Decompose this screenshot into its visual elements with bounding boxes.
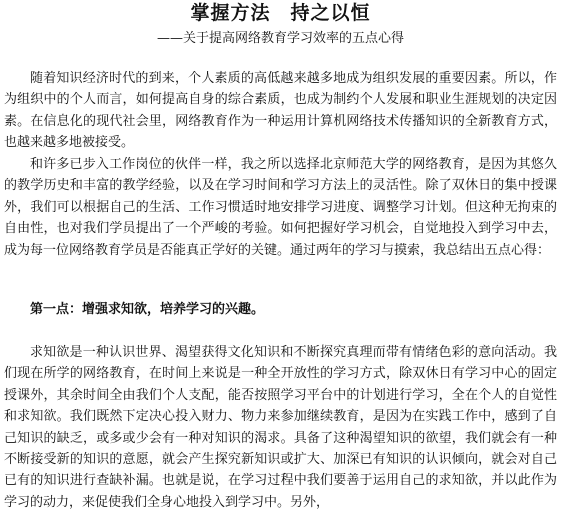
paragraph-1-block <box>4 68 557 154</box>
paragraph-2: 和许多已步入工作岗位的伙伴一样，我之所以选择北京师范大学的网络教育，是因为其悠久的教学历史和丰富的教学经验，以及在学习时间和学习方法上的灵活性。除了双休日的集中授课外，我们可以根据自己的生活、工作习惯适时地安排学习进度、调整学习计划。但这种无拘束的自由性，也对我们学员提出了一个严峻的考验。如何把握好学习机会，自觉地投入到学习中去，成为每一位网络教育学员是否能真正学好的关键。通过两年的学习与摸索，我总结出五点心得： <box>4 157 557 258</box>
document-subtitle: ——关于提高网络教育学习效率的五点心得 <box>156 31 404 46</box>
paragraph-1: 随着知识经济时代的到来，个人素质的高低越来越多地成为组织发展的重要因素。所以，作为组织中的个人而言，如何提高自身的综合素质，也成为制约个人发展和职业生涯规划的决定因素。在信息化的现代社会里，网络教育作为一种运用计算机网络技术传播知识的全新教育方式，也越来越多地被接受。 <box>4 71 557 151</box>
paragraph-2-block <box>4 154 557 261</box>
document-title: 掌握方法 持之以恒 <box>190 2 371 24</box>
paragraph-3: 求知欲是一种认识世界、渴望获得文化知识和不断探究真理而带有情绪色彩的意向活动。我们现在所学的网络教育，在时间上来说是一种全开放性的学习方式，除双休日有学习中心的固定授课外，其余时间全由我们个人支配，能否按照学习平台中的计划进行学习，全在个人的自觉性和求知欲。我们既然下定决心投入财力、物力来参加继续教育，是因为在实践工作中，感到了自己知识的缺乏，或多或少会有一种对知识的渴求。具备了这种渴望知识的欲望，我们就会有一种不断接受新的知识的意愿，就会产生探究新知识或扩大、加深已有知识的认识倾向，就会对自己已有的知识进行查缺补漏。也就是说，在学习过程中我们要善于运用自己的求知欲，并以此作为学习的动力，来促使我们全身心地投入到学习中。另外， <box>4 345 557 510</box>
section-heading: 第一点：增强求知欲，培养学习的兴趣。 <box>30 302 265 317</box>
paragraph-3-block <box>4 342 557 513</box>
